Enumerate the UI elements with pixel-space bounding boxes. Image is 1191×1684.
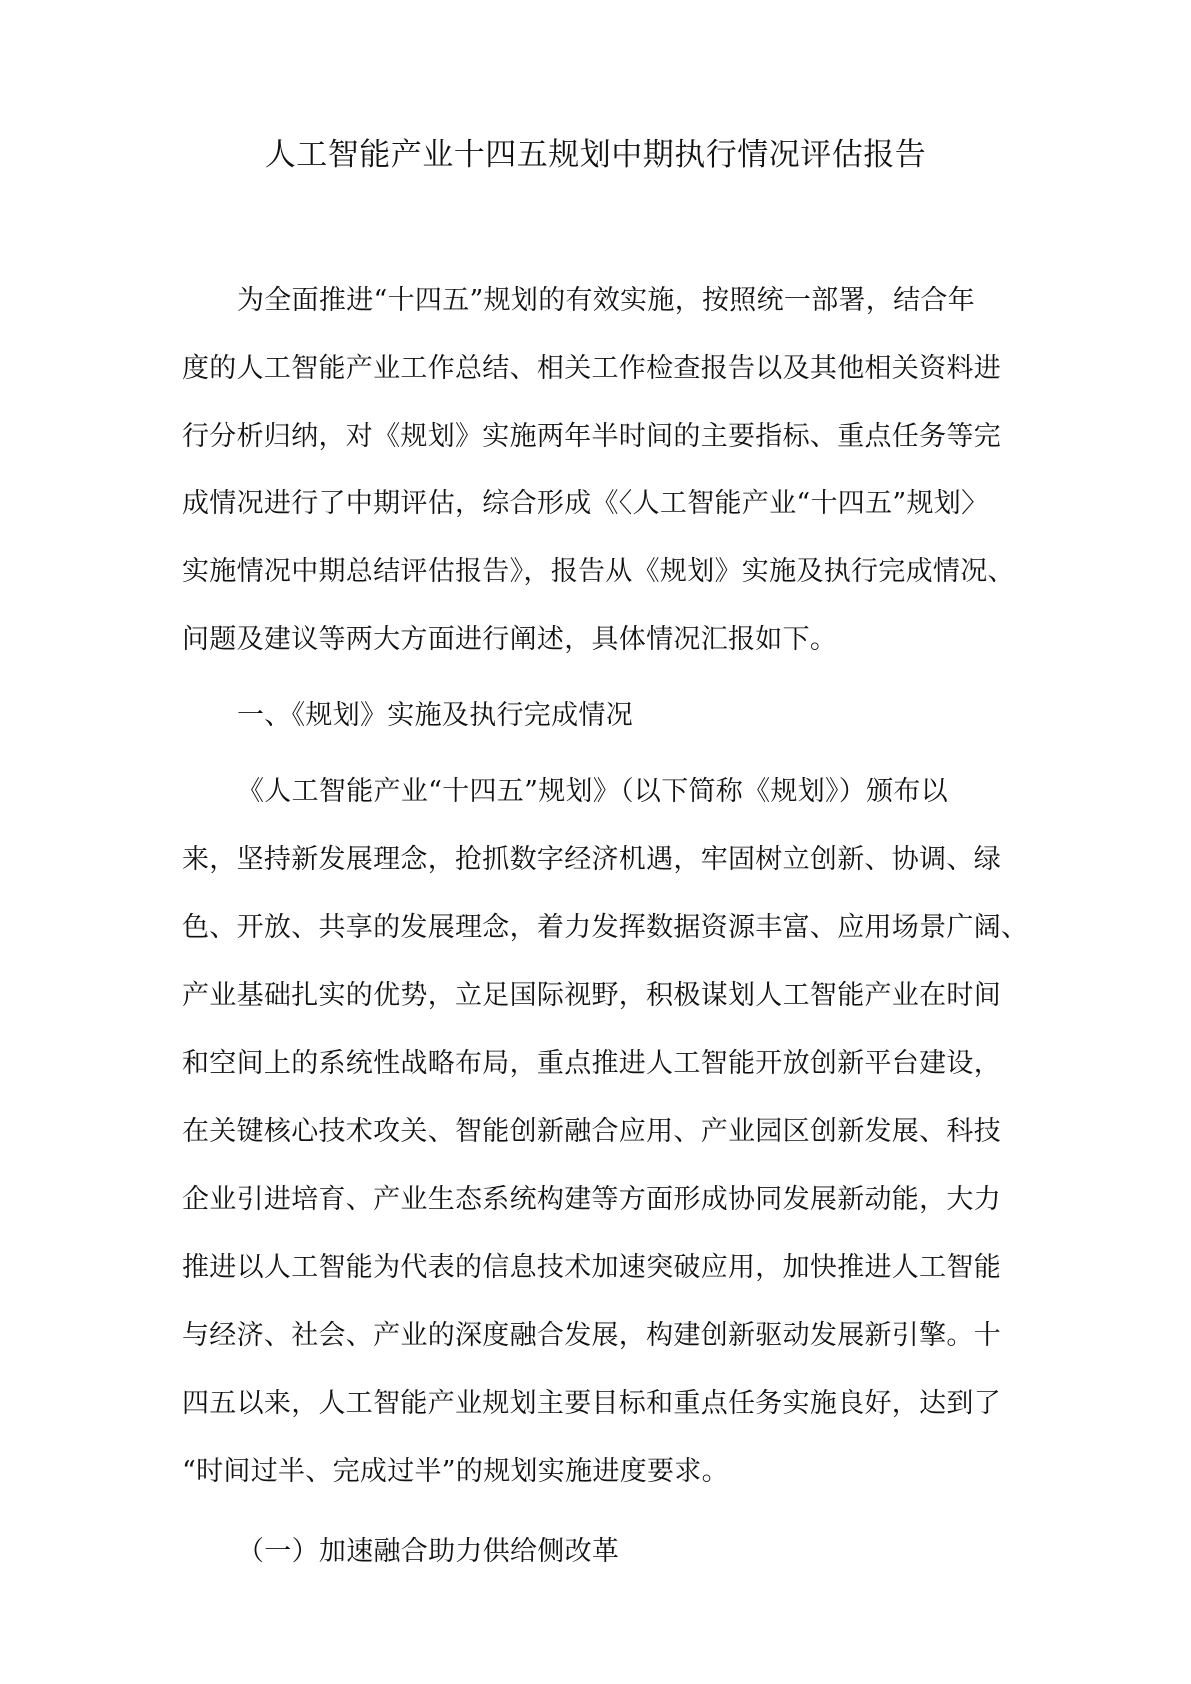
paragraph-line: 问题及建议等两大方面进行阐述，具体情况汇报如下。 (182, 624, 838, 655)
paragraph-line: 行分析归纳，对《规划》实施两年半时间的主要指标、重点任务等完 (182, 421, 1001, 452)
paragraph-line: 产业基础扎实的优势，立足国际视野，积极谋划人工智能产业在时间 (182, 980, 1001, 1011)
paragraph-line: 实施情况中期总结评估报告》，报告从《规划》实施及执行完成情况、 (182, 556, 1015, 587)
paragraph-line: 为全面推进“十四五”规划的有效实施，按照统一部署，结合年 (237, 285, 976, 316)
paragraph-line: 成情况进行了中期评估，综合形成《〈人工智能产业“十四五”规划〉 (182, 488, 989, 519)
paragraph-line: 来，坚持新发展理念，抢抓数字经济机遇，牢固树立创新、协调、绿 (182, 844, 1001, 875)
paragraph-line: 度的人工智能产业工作总结、相关工作检查报告以及其他相关资料进 (182, 353, 1001, 384)
paragraph-line: 企业引进培育、产业生态系统构建等方面形成协同发展新动能，大力 (182, 1184, 1001, 1215)
paragraph-line: 四五以来，人工智能产业规划主要目标和重点任务实施良好，达到了 (182, 1388, 1001, 1419)
paragraph-line: 与经济、社会、产业的深度融合发展，构建创新驱动发展新引擎。十 (182, 1320, 1001, 1351)
subsection-heading: （一）加速融合助力供给侧改革 (237, 1536, 620, 1567)
paragraph-line: 色、开放、共享的发展理念，着力发挥数据资源丰富、应用场景广阔、 (182, 912, 1029, 943)
paragraph-line: 推进以人工智能为代表的信息技术加速突破应用，加快推进人工智能 (182, 1252, 1001, 1283)
paragraph-line: “时间过半、完成过半”的规划实施进度要求。 (182, 1456, 729, 1487)
document-title: 人工智能产业十四五规划中期执行情况评估报告 (264, 137, 927, 173)
paragraph-line: 和空间上的系统性战略布局，重点推进人工智能开放创新平台建设， (182, 1048, 1001, 1079)
paragraph-line: 在关键核心技术攻关、智能创新融合应用、产业园区创新发展、科技 (182, 1116, 1001, 1147)
section-heading: 一、《规划》实施及执行完成情况 (237, 700, 633, 731)
paragraph-line: 《人工智能产业“十四五”规划》（以下简称《规划》）颁布以 (237, 776, 949, 807)
